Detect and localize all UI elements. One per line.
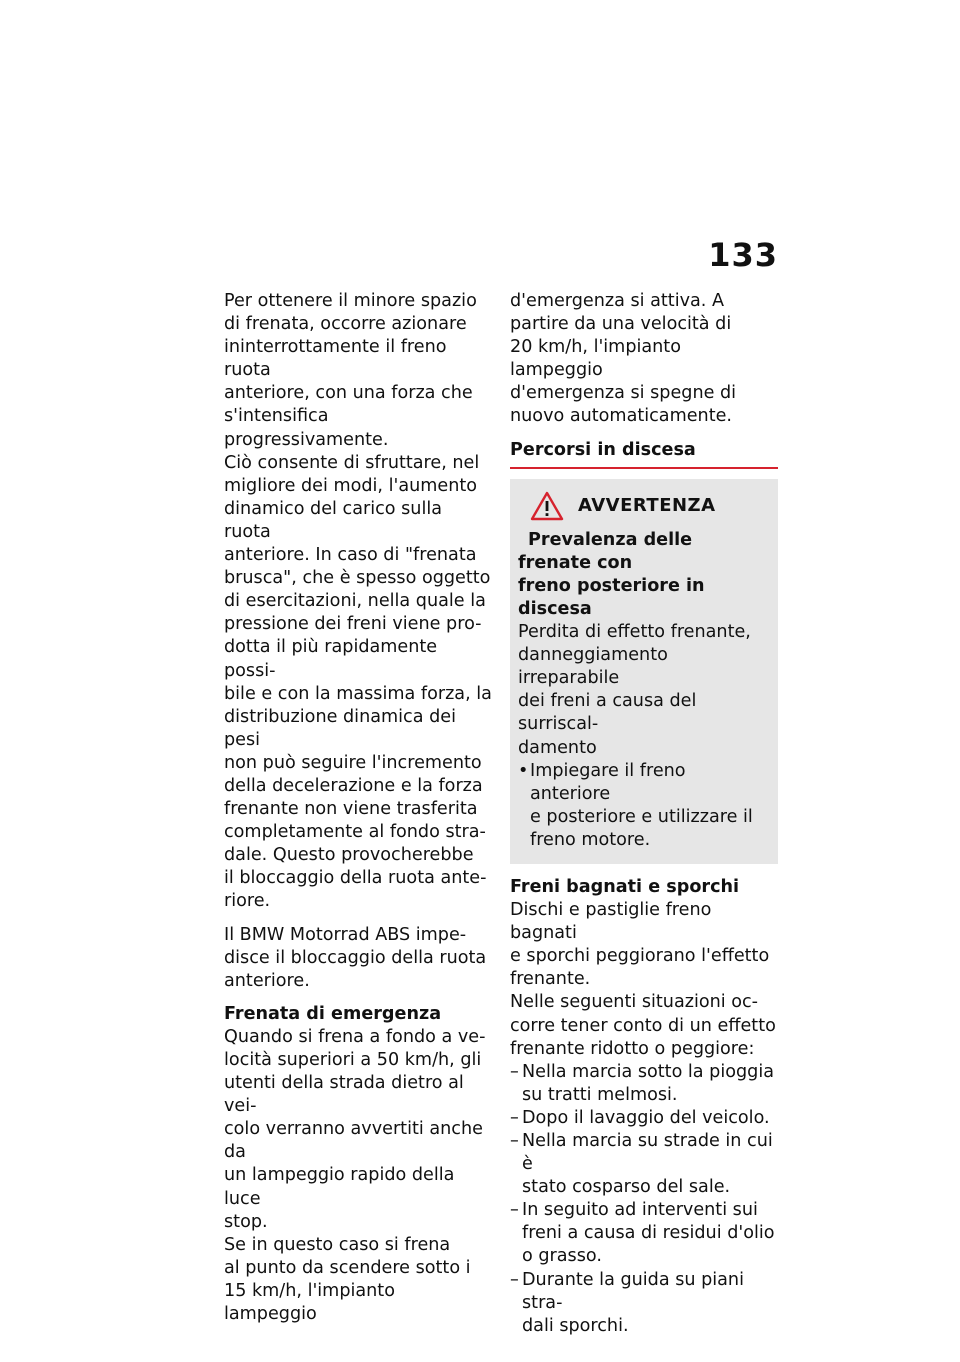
warning-bullet-item: • Impiegare il freno anteriore e posteriore e utilizzare il freno motore. <box>518 760 770 852</box>
list-item: – In seguito ad interventi sui freni a causa di residui d'olio o grasso. <box>510 1199 778 1268</box>
warning-header <box>518 491 770 521</box>
warning-subtitle: Prevalenza delle frenate con freno posteriore in discesa <box>518 529 705 619</box>
list-item: – Nella marcia sotto la pioggia su tratti melmosi. <box>510 1061 778 1107</box>
paragraph-emergency-2: Se in questo caso si frena al punto da scendere sotto i 15 km/h, l'impianto lampeggio <box>224 1234 471 1325</box>
heading-wet-brakes: Freni bagnati e sporchi <box>510 876 740 897</box>
situations-list <box>510 1061 778 1338</box>
list-item: – Dopo il lavaggio del veicolo. <box>510 1107 778 1130</box>
paragraph-situations: Nelle seguenti situazioni oc- corre tener conto di un effetto frenante ridotto o peggiore: <box>510 992 776 1059</box>
warning-triangle-icon <box>530 491 564 521</box>
heading-downhill: Percorsi in discesa <box>510 439 778 469</box>
list-item: – Nella marcia su strade in cui è stato cosparso del sale. <box>510 1130 778 1199</box>
left-column <box>224 290 492 1326</box>
paragraph-wet-brakes: Dischi e pastiglie freno bagnati e sporchi peggiorano l'effetto frenante. <box>510 900 770 990</box>
paragraph-emergency-1: Quando si frena a fondo a ve- locità superiori a 50 km/h, gli utenti della strada dietro al vei- colo verranno avvertiti anche da un lampeggio rapido della luce stop. <box>224 1026 486 1232</box>
list-item: – Durante la guida su piani stra- dali sporchi. <box>510 1269 778 1338</box>
warning-box <box>510 479 778 864</box>
heading-emergency-braking: Frenata di emergenza <box>224 1003 442 1024</box>
paragraph-abs: Il BMW Motorrad ABS impe- disce il bloccaggio della ruota anteriore. <box>224 924 487 991</box>
warning-text: Perdita di effetto frenante, danneggiamento irreparabile dei freni a causa del surriscal- damento <box>518 622 751 758</box>
paragraph-hazard-lights: d'emergenza si attiva. A partire da una velocità di 20 km/h, l'impianto lampeggio d'emergenza si spegne di nuovo automaticamente. <box>510 291 737 427</box>
right-column <box>510 290 778 1338</box>
paragraph-braking-force: Per ottenere il minore spazio di frenata, occorre azionare ininterrottamente il freno ruota anteriore, con una forza che s'intensifica progressivamente. Ciò consente di sfruttare, nel migliore dei modi, l'aumento dinamico del carico sulla ruota anteriore. In caso di "frenata brusca", che è spesso oggetto di esercitazioni, nella quale la pressione dei freni viene pro- dotta il più rapidamente possi- bile e con la massima forza, la distribuzione dinamica dei pesi non può seguire l'incremento della decelerazione e la forza frenante non viene trasferita completamente al fondo stra- dale. Questo provocherebbe il bloccaggio della ruota ante- riore. <box>224 291 492 912</box>
warning-bullet-list <box>518 760 770 852</box>
page-number: 133 <box>708 236 778 274</box>
warning-title: AVVERTENZA <box>578 495 716 517</box>
